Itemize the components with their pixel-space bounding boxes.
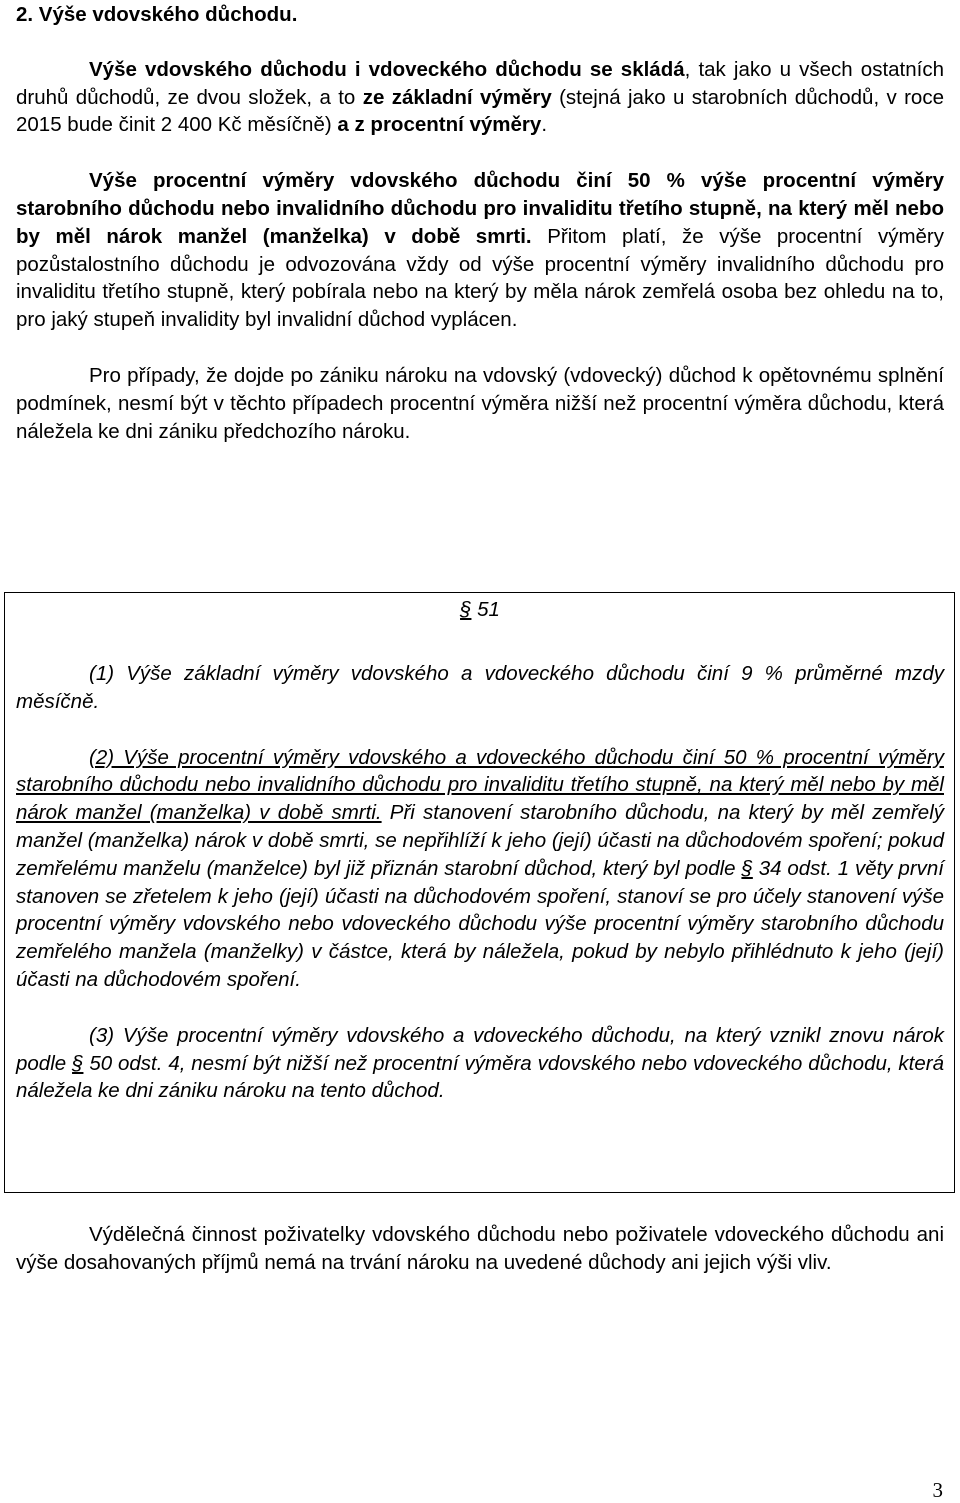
text: (3) Výše procentní výměry vdovského a vdoveckého důchodu, na který vznikl znovu nárok podle (16, 1023, 944, 1075)
paragraph-pension-composition (16, 56, 944, 139)
bold-text: Výše vdovského důchodu i vdoveckého důchodu se skládá (89, 57, 685, 81)
law-paragraph-2 (16, 744, 944, 994)
law-excerpt-box (4, 592, 955, 1193)
paragraph-earnings-influence: Výdělečná činnost poživatelky vdovského důchodu nebo poživatele vdoveckého důchodu ani výše dosahovaných příjmů nemá na trvání nároku na uvedené důchody ani jejich výši vliv. (16, 1223, 944, 1274)
section-reference-symbol: § (741, 856, 753, 880)
bold-text: Výše procentní výměry vdovského důchodu činí 50 % výše procentní výměry starobního důchodu nebo invalidního důchodu pro invaliditu třetího stupně, na který měl nebo by měl nárok manžel (manželka) v době smrti. (16, 169, 944, 248)
law-paragraph-1: (1) Výše základní výměry vdovského a vdoveckého důchodu činí 9 % průměrné mzdy měsíčně. (16, 662, 944, 713)
text: Při stanovení starobního důchodu, na který by měl zemřelý manžel (manželka) nárok v době smrti, se nepřihlíží k jeho (její) účasti na důchodovém spoření; pokud zemřelému manželu (manželce) byl již přiznán starobní důchod, který byl podle (16, 801, 945, 880)
underlined-text: (2) Výše procentní výměry vdovského a vdoveckého důchodu činí 50 % procentní výměry starobního důchodu nebo invalidního důchodu pro invaliditu třetího stupně, na který měl nebo by měl nárok manžel (manželka) v době smrti. (16, 745, 944, 825)
paragraph-renewed-entitlement: Pro případy, že dojde po zániku nároku na vdovský (vdovecký) důchod k opětovnému splnění podmínek, nesmí být v těchto případech procentní výměra nižší než procentní výměra důchodu, která náležela ke dni zániku předchozího nároku. (16, 363, 944, 443)
law-paragraph-3 (16, 1022, 944, 1105)
bold-text: a z procentní výměry (337, 113, 542, 137)
bold-text: ze základní výměry (362, 85, 552, 109)
text: Přitom platí, že výše procentní výměry pozůstalostního důchodu je odvozována vždy od výše procentní výměry invalidního důchodu pro invaliditu třetího stupně, který pobírala nebo na který by měla nárok zemřelá osoba bez ohledu na to, pro jaký stupeň invalidity byl invalidní důchod vyplácen. (16, 224, 944, 332)
text: 50 odst. 4, nesmí být nižší než procentní výměra vdovského nebo vdoveckého důchodu, která náležela ke dni zániku nároku na tento důchod. (16, 1051, 945, 1103)
section-heading: 2. Výše vdovského důchodu. (16, 3, 298, 26)
section-symbol: § (460, 598, 472, 621)
text: (stejná jako u starobních důchodů, v roce 2015 bude činit 2 400 Kč měsíčně) (16, 85, 944, 137)
section-number-text: 51 (471, 598, 500, 621)
document-body (16, 0, 944, 445)
text: . (541, 113, 548, 137)
text: , tak jako u všech ostatních druhů důchodů, ze dvou složek, a to (16, 57, 944, 109)
law-excerpt-content (16, 593, 944, 1105)
paragraph-percentage-amount (16, 167, 944, 334)
section-reference-symbol: § (72, 1051, 84, 1075)
law-section-number (16, 596, 944, 624)
text: 34 odst. 1 věty první stanoven se zřetelem k jeho (její) účasti na důchodovém spoření, stanoví se pro účely stanovení výše procentní výměry vdovského nebo vdoveckého důchodu výše procentní výměry starobního důchodu zemřelého manžela (manželky) v částce, která by náležela, pokud by nebylo přihlédnuto k jeho (její) účasti na důchodovém spoření. (16, 856, 945, 991)
page-number: 3 (932, 1478, 943, 1502)
